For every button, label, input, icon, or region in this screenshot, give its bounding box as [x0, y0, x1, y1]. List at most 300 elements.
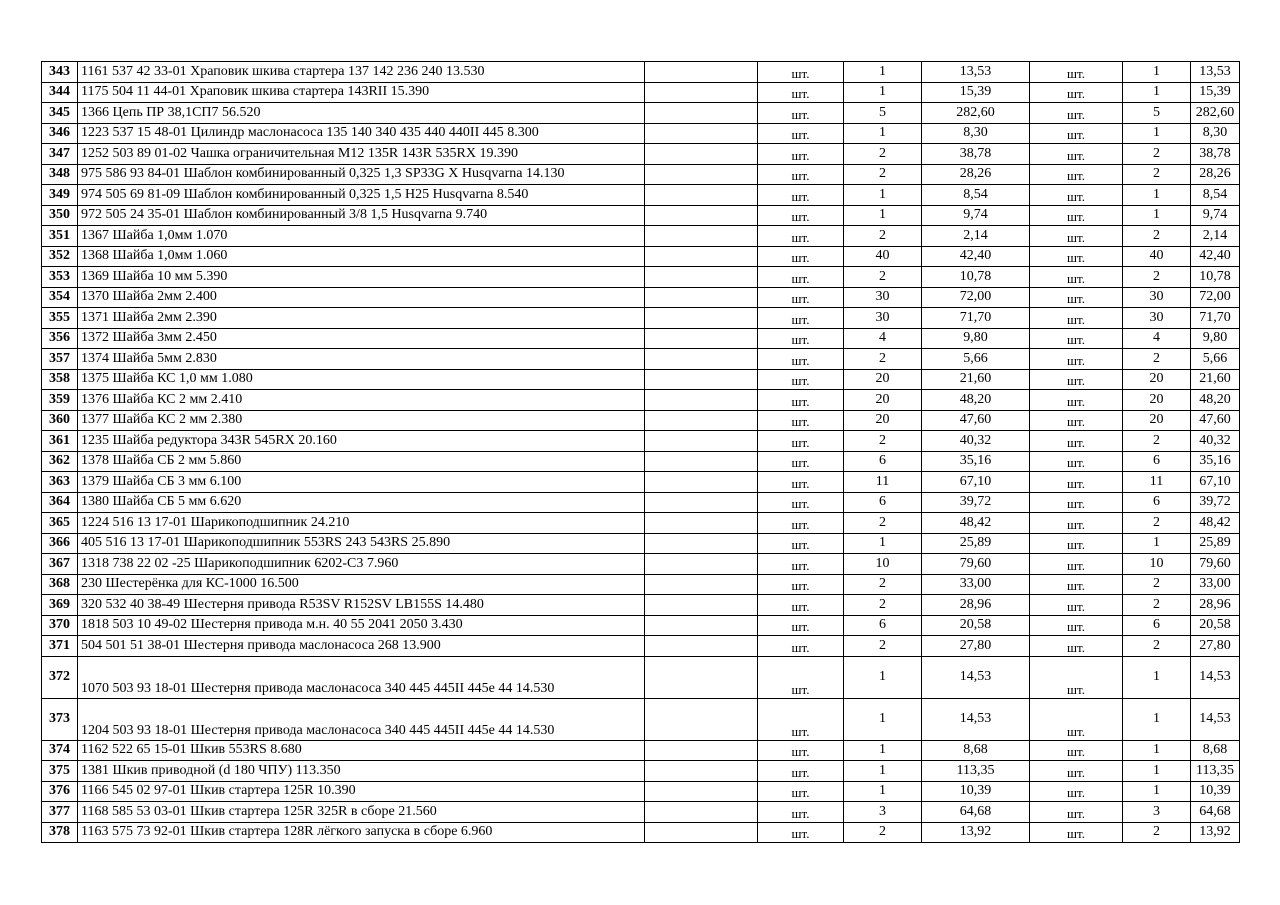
unit-cell: шт.: [758, 698, 844, 740]
unit-cell: шт.: [758, 82, 844, 103]
row-number: 367: [42, 554, 78, 575]
table-row: [42, 533, 1240, 554]
table-row: [42, 287, 1240, 308]
actual-sum-cell: 2,14: [1191, 226, 1240, 247]
actual-unit-cell: шт.: [1030, 615, 1123, 636]
item-description: 1367 Шайба 1,0мм 1.070: [78, 226, 645, 247]
actual-unit-cell: шт.: [1030, 144, 1123, 165]
actual-quantity-cell: 2: [1123, 164, 1191, 185]
table-row: [42, 410, 1240, 431]
sum-cell: 42,40: [922, 246, 1030, 267]
actual-unit-cell: шт.: [1030, 802, 1123, 823]
actual-quantity-cell: 1: [1123, 123, 1191, 144]
blank-cell: [645, 349, 758, 370]
actual-quantity-cell: 20: [1123, 390, 1191, 411]
actual-sum-cell: 40,32: [1191, 431, 1240, 452]
row-number: 347: [42, 144, 78, 165]
actual-unit-cell: шт.: [1030, 246, 1123, 267]
row-number: 360: [42, 410, 78, 431]
table-row: [42, 308, 1240, 329]
item-description: 1818 503 10 49-02 Шестерня привода м.н. 40 55 2041 2050 3.430: [78, 615, 645, 636]
sum-cell: 39,72: [922, 492, 1030, 513]
item-description: 1318 738 22 02 -25 Шарикоподшипник 6202-C3 7.960: [78, 554, 645, 575]
quantity-cell: 2: [844, 595, 922, 616]
table-row: [42, 802, 1240, 823]
sum-cell: 15,39: [922, 82, 1030, 103]
row-number: 353: [42, 267, 78, 288]
sum-cell: 25,89: [922, 533, 1030, 554]
unit-cell: шт.: [758, 103, 844, 124]
actual-sum-cell: 71,70: [1191, 308, 1240, 329]
blank-cell: [645, 164, 758, 185]
unit-cell: шт.: [758, 656, 844, 698]
blank-cell: [645, 226, 758, 247]
table-row: [42, 698, 1240, 740]
quantity-cell: 2: [844, 226, 922, 247]
unit-cell: шт.: [758, 185, 844, 206]
row-number: 375: [42, 761, 78, 782]
table-row: [42, 636, 1240, 657]
unit-cell: шт.: [758, 62, 844, 83]
blank-cell: [645, 656, 758, 698]
table-row: [42, 369, 1240, 390]
unit-cell: шт.: [758, 267, 844, 288]
sum-cell: 14,53: [922, 698, 1030, 740]
actual-unit-cell: шт.: [1030, 267, 1123, 288]
quantity-cell: 10: [844, 554, 922, 575]
actual-quantity-cell: 2: [1123, 513, 1191, 534]
actual-unit-cell: шт.: [1030, 185, 1123, 206]
table-row: [42, 513, 1240, 534]
row-number: 343: [42, 62, 78, 83]
item-description: 1372 Шайба 3мм 2.450: [78, 328, 645, 349]
sum-cell: 2,14: [922, 226, 1030, 247]
actual-unit-cell: шт.: [1030, 761, 1123, 782]
quantity-cell: 20: [844, 369, 922, 390]
quantity-cell: 30: [844, 287, 922, 308]
actual-unit-cell: шт.: [1030, 492, 1123, 513]
quantity-cell: 2: [844, 349, 922, 370]
blank-cell: [645, 82, 758, 103]
table-row: [42, 492, 1240, 513]
blank-cell: [645, 185, 758, 206]
table-row: [42, 328, 1240, 349]
actual-unit-cell: шт.: [1030, 513, 1123, 534]
blank-cell: [645, 802, 758, 823]
blank-cell: [645, 287, 758, 308]
actual-sum-cell: 21,60: [1191, 369, 1240, 390]
quantity-cell: 6: [844, 492, 922, 513]
quantity-cell: 1: [844, 123, 922, 144]
blank-cell: [645, 822, 758, 843]
actual-quantity-cell: 30: [1123, 287, 1191, 308]
actual-quantity-cell: 1: [1123, 533, 1191, 554]
unit-cell: шт.: [758, 615, 844, 636]
unit-cell: шт.: [758, 781, 844, 802]
blank-cell: [645, 574, 758, 595]
actual-sum-cell: 13,53: [1191, 62, 1240, 83]
row-number: 355: [42, 308, 78, 329]
blank-cell: [645, 123, 758, 144]
row-number: 358: [42, 369, 78, 390]
row-number: 374: [42, 740, 78, 761]
item-description: 1162 522 65 15-01 Шкив 553RS 8.680: [78, 740, 645, 761]
actual-sum-cell: 27,80: [1191, 636, 1240, 657]
quantity-cell: 40: [844, 246, 922, 267]
sum-cell: 10,78: [922, 267, 1030, 288]
item-description: 1374 Шайба 5мм 2.830: [78, 349, 645, 370]
blank-cell: [645, 144, 758, 165]
row-number: 354: [42, 287, 78, 308]
actual-quantity-cell: 1: [1123, 62, 1191, 83]
item-description: 320 532 40 38-49 Шестерня привода R53SV R152SV LB155S 14.480: [78, 595, 645, 616]
sum-cell: 28,26: [922, 164, 1030, 185]
actual-unit-cell: шт.: [1030, 451, 1123, 472]
table-row: [42, 82, 1240, 103]
item-description: 1369 Шайба 10 мм 5.390: [78, 267, 645, 288]
actual-sum-cell: 67,10: [1191, 472, 1240, 493]
sum-cell: 20,58: [922, 615, 1030, 636]
unit-cell: шт.: [758, 472, 844, 493]
item-description: 405 516 13 17-01 Шарикоподшипник 553RS 243 543RS 25.890: [78, 533, 645, 554]
quantity-cell: 2: [844, 574, 922, 595]
row-number: 348: [42, 164, 78, 185]
unit-cell: шт.: [758, 369, 844, 390]
actual-sum-cell: 48,20: [1191, 390, 1240, 411]
sum-cell: 5,66: [922, 349, 1030, 370]
actual-unit-cell: шт.: [1030, 103, 1123, 124]
blank-cell: [645, 595, 758, 616]
actual-quantity-cell: 2: [1123, 574, 1191, 595]
sum-cell: 64,68: [922, 802, 1030, 823]
row-number: 370: [42, 615, 78, 636]
unit-cell: шт.: [758, 246, 844, 267]
row-number: 363: [42, 472, 78, 493]
row-number: 376: [42, 781, 78, 802]
actual-unit-cell: шт.: [1030, 595, 1123, 616]
actual-unit-cell: шт.: [1030, 554, 1123, 575]
actual-quantity-cell: 20: [1123, 410, 1191, 431]
table-row: [42, 595, 1240, 616]
quantity-cell: 1: [844, 698, 922, 740]
quantity-cell: 6: [844, 615, 922, 636]
unit-cell: шт.: [758, 226, 844, 247]
row-number: 345: [42, 103, 78, 124]
actual-quantity-cell: 10: [1123, 554, 1191, 575]
unit-cell: шт.: [758, 390, 844, 411]
actual-unit-cell: шт.: [1030, 574, 1123, 595]
quantity-cell: 2: [844, 513, 922, 534]
actual-sum-cell: 72,00: [1191, 287, 1240, 308]
row-number: 361: [42, 431, 78, 452]
row-number: 351: [42, 226, 78, 247]
quantity-cell: 3: [844, 802, 922, 823]
table-row: [42, 656, 1240, 698]
item-description: 1377 Шайба КС 2 мм 2.380: [78, 410, 645, 431]
item-description: 1223 537 15 48-01 Цилиндр маслонасоса 135 140 340 435 440 440II 445 8.300: [78, 123, 645, 144]
item-description: 1368 Шайба 1,0мм 1.060: [78, 246, 645, 267]
row-number: 349: [42, 185, 78, 206]
actual-unit-cell: шт.: [1030, 431, 1123, 452]
unit-cell: шт.: [758, 822, 844, 843]
item-description: 1371 Шайба 2мм 2.390: [78, 308, 645, 329]
unit-cell: шт.: [758, 761, 844, 782]
actual-unit-cell: шт.: [1030, 349, 1123, 370]
quantity-cell: 1: [844, 781, 922, 802]
sum-cell: 67,10: [922, 472, 1030, 493]
actual-quantity-cell: 2: [1123, 822, 1191, 843]
quantity-cell: 5: [844, 103, 922, 124]
actual-sum-cell: 9,74: [1191, 205, 1240, 226]
sum-cell: 28,96: [922, 595, 1030, 616]
item-description: 1378 Шайба СБ 2 мм 5.860: [78, 451, 645, 472]
table-row: [42, 574, 1240, 595]
actual-unit-cell: шт.: [1030, 390, 1123, 411]
table-row: [42, 451, 1240, 472]
actual-sum-cell: 48,42: [1191, 513, 1240, 534]
actual-unit-cell: шт.: [1030, 472, 1123, 493]
blank-cell: [645, 513, 758, 534]
sum-cell: 72,00: [922, 287, 1030, 308]
blank-cell: [645, 62, 758, 83]
actual-unit-cell: шт.: [1030, 656, 1123, 698]
row-number: 346: [42, 123, 78, 144]
actual-unit-cell: шт.: [1030, 740, 1123, 761]
sum-cell: 282,60: [922, 103, 1030, 124]
item-description: 1376 Шайба КС 2 мм 2.410: [78, 390, 645, 411]
actual-unit-cell: шт.: [1030, 308, 1123, 329]
actual-unit-cell: шт.: [1030, 62, 1123, 83]
item-description: 1161 537 42 33-01 Храповик шкива стартера 137 142 236 240 13.530: [78, 62, 645, 83]
row-number: 365: [42, 513, 78, 534]
row-number: 364: [42, 492, 78, 513]
quantity-cell: 2: [844, 144, 922, 165]
quantity-cell: 2: [844, 822, 922, 843]
item-description: 1175 504 11 44-01 Храповик шкива стартера 143RII 15.390: [78, 82, 645, 103]
sum-cell: 48,42: [922, 513, 1030, 534]
actual-quantity-cell: 5: [1123, 103, 1191, 124]
actual-sum-cell: 8,68: [1191, 740, 1240, 761]
table-row: [42, 554, 1240, 575]
quantity-cell: 1: [844, 185, 922, 206]
item-description: 1252 503 89 01-02 Чашка ограничительная M12 135R 143R 535RX 19.390: [78, 144, 645, 165]
actual-sum-cell: 35,16: [1191, 451, 1240, 472]
unit-cell: шт.: [758, 802, 844, 823]
sum-cell: 8,68: [922, 740, 1030, 761]
table-row: [42, 615, 1240, 636]
sum-cell: 21,60: [922, 369, 1030, 390]
quantity-cell: 2: [844, 164, 922, 185]
actual-quantity-cell: 30: [1123, 308, 1191, 329]
sum-cell: 9,80: [922, 328, 1030, 349]
sum-cell: 14,53: [922, 656, 1030, 698]
unit-cell: шт.: [758, 451, 844, 472]
sum-cell: 48,20: [922, 390, 1030, 411]
actual-sum-cell: 39,72: [1191, 492, 1240, 513]
table-row: [42, 205, 1240, 226]
sum-cell: 71,70: [922, 308, 1030, 329]
actual-sum-cell: 79,60: [1191, 554, 1240, 575]
sum-cell: 35,16: [922, 451, 1030, 472]
blank-cell: [645, 740, 758, 761]
table-row: [42, 431, 1240, 452]
unit-cell: шт.: [758, 123, 844, 144]
unit-cell: шт.: [758, 431, 844, 452]
blank-cell: [645, 472, 758, 493]
quantity-cell: 1: [844, 62, 922, 83]
quantity-cell: 30: [844, 308, 922, 329]
table-row: [42, 390, 1240, 411]
unit-cell: шт.: [758, 636, 844, 657]
item-description: 1163 575 73 92-01 Шкив стартера 128R лёгкого запуска в сборе 6.960: [78, 822, 645, 843]
item-description: 1166 545 02 97-01 Шкив стартера 125R 10.390: [78, 781, 645, 802]
actual-quantity-cell: 1: [1123, 740, 1191, 761]
quantity-cell: 1: [844, 761, 922, 782]
blank-cell: [645, 451, 758, 472]
sum-cell: 47,60: [922, 410, 1030, 431]
actual-quantity-cell: 4: [1123, 328, 1191, 349]
quantity-cell: 1: [844, 656, 922, 698]
unit-cell: шт.: [758, 287, 844, 308]
quantity-cell: 2: [844, 636, 922, 657]
actual-sum-cell: 113,35: [1191, 761, 1240, 782]
unit-cell: шт.: [758, 164, 844, 185]
item-description: 974 505 69 81-09 Шаблон комбинированный 0,325 1,5 H25 Husqvarna 8.540: [78, 185, 645, 206]
sum-cell: 8,54: [922, 185, 1030, 206]
sum-cell: 10,39: [922, 781, 1030, 802]
sum-cell: 79,60: [922, 554, 1030, 575]
row-number: 356: [42, 328, 78, 349]
blank-cell: [645, 390, 758, 411]
item-description: 972 505 24 35-01 Шаблон комбинированный 3/8 1,5 Husqvarna 9.740: [78, 205, 645, 226]
actual-quantity-cell: 2: [1123, 349, 1191, 370]
item-description: 1379 Шайба СБ 3 мм 6.100: [78, 472, 645, 493]
unit-cell: шт.: [758, 144, 844, 165]
actual-unit-cell: шт.: [1030, 369, 1123, 390]
actual-sum-cell: 42,40: [1191, 246, 1240, 267]
item-description: 1381 Шкив приводной (d 180 ЧПУ) 113.350: [78, 761, 645, 782]
quantity-cell: 11: [844, 472, 922, 493]
sum-cell: 13,92: [922, 822, 1030, 843]
unit-cell: шт.: [758, 492, 844, 513]
actual-sum-cell: 8,54: [1191, 185, 1240, 206]
actual-sum-cell: 38,78: [1191, 144, 1240, 165]
quantity-cell: 20: [844, 410, 922, 431]
actual-quantity-cell: 2: [1123, 636, 1191, 657]
unit-cell: шт.: [758, 554, 844, 575]
actual-unit-cell: шт.: [1030, 164, 1123, 185]
item-description: 1366 Цепь ПР 38,1СП7 56.520: [78, 103, 645, 124]
item-description: 1224 516 13 17-01 Шарикоподшипник 24.210: [78, 513, 645, 534]
item-description: 1070 503 93 18-01 Шестерня привода маслонасоса 340 445 445II 445e 44 14.530: [78, 656, 645, 698]
actual-quantity-cell: 1: [1123, 82, 1191, 103]
actual-sum-cell: 10,39: [1191, 781, 1240, 802]
unit-cell: шт.: [758, 533, 844, 554]
row-number: 368: [42, 574, 78, 595]
table-row: [42, 62, 1240, 83]
actual-quantity-cell: 3: [1123, 802, 1191, 823]
unit-cell: шт.: [758, 205, 844, 226]
blank-cell: [645, 554, 758, 575]
actual-unit-cell: шт.: [1030, 328, 1123, 349]
unit-cell: шт.: [758, 595, 844, 616]
sum-cell: 27,80: [922, 636, 1030, 657]
item-description: 1380 Шайба СБ 5 мм 6.620: [78, 492, 645, 513]
actual-quantity-cell: 2: [1123, 144, 1191, 165]
quantity-cell: 6: [844, 451, 922, 472]
actual-unit-cell: шт.: [1030, 410, 1123, 431]
unit-cell: шт.: [758, 574, 844, 595]
row-number: 344: [42, 82, 78, 103]
actual-sum-cell: 25,89: [1191, 533, 1240, 554]
actual-quantity-cell: 11: [1123, 472, 1191, 493]
item-description: 975 586 93 84-01 Шаблон комбинированный 0,325 1,3 SP33G X Husqvarna 14.130: [78, 164, 645, 185]
row-number: 373: [42, 698, 78, 740]
blank-cell: [645, 431, 758, 452]
inventory-table: [41, 61, 1240, 843]
row-number: 369: [42, 595, 78, 616]
blank-cell: [645, 492, 758, 513]
actual-sum-cell: 14,53: [1191, 698, 1240, 740]
actual-quantity-cell: 2: [1123, 226, 1191, 247]
row-number: 350: [42, 205, 78, 226]
inventory-sheet: [41, 61, 1240, 843]
actual-quantity-cell: 1: [1123, 205, 1191, 226]
actual-sum-cell: 8,30: [1191, 123, 1240, 144]
actual-sum-cell: 47,60: [1191, 410, 1240, 431]
actual-sum-cell: 15,39: [1191, 82, 1240, 103]
table-row: [42, 123, 1240, 144]
actual-unit-cell: шт.: [1030, 781, 1123, 802]
item-description: 1168 585 53 03-01 Шкив стартера 125R 325R в сборе 21.560: [78, 802, 645, 823]
unit-cell: шт.: [758, 328, 844, 349]
blank-cell: [645, 698, 758, 740]
table-row: [42, 740, 1240, 761]
blank-cell: [645, 615, 758, 636]
item-description: 1375 Шайба КС 1,0 мм 1.080: [78, 369, 645, 390]
blank-cell: [645, 328, 758, 349]
unit-cell: шт.: [758, 410, 844, 431]
actual-unit-cell: шт.: [1030, 123, 1123, 144]
actual-sum-cell: 13,92: [1191, 822, 1240, 843]
table-row: [42, 246, 1240, 267]
row-number: 359: [42, 390, 78, 411]
actual-unit-cell: шт.: [1030, 636, 1123, 657]
actual-sum-cell: 28,96: [1191, 595, 1240, 616]
item-description: 504 501 51 38-01 Шестерня привода маслонасоса 268 13.900: [78, 636, 645, 657]
table-row: [42, 761, 1240, 782]
sum-cell: 38,78: [922, 144, 1030, 165]
quantity-cell: 1: [844, 740, 922, 761]
quantity-cell: 4: [844, 328, 922, 349]
unit-cell: шт.: [758, 740, 844, 761]
row-number: 352: [42, 246, 78, 267]
actual-quantity-cell: 2: [1123, 267, 1191, 288]
item-description: 1370 Шайба 2мм 2.400: [78, 287, 645, 308]
sum-cell: 13,53: [922, 62, 1030, 83]
actual-unit-cell: шт.: [1030, 205, 1123, 226]
sum-cell: 40,32: [922, 431, 1030, 452]
actual-quantity-cell: 1: [1123, 185, 1191, 206]
sum-cell: 113,35: [922, 761, 1030, 782]
table-row: [42, 267, 1240, 288]
blank-cell: [645, 636, 758, 657]
sum-cell: 33,00: [922, 574, 1030, 595]
quantity-cell: 1: [844, 533, 922, 554]
quantity-cell: 2: [844, 267, 922, 288]
table-row: [42, 103, 1240, 124]
blank-cell: [645, 103, 758, 124]
